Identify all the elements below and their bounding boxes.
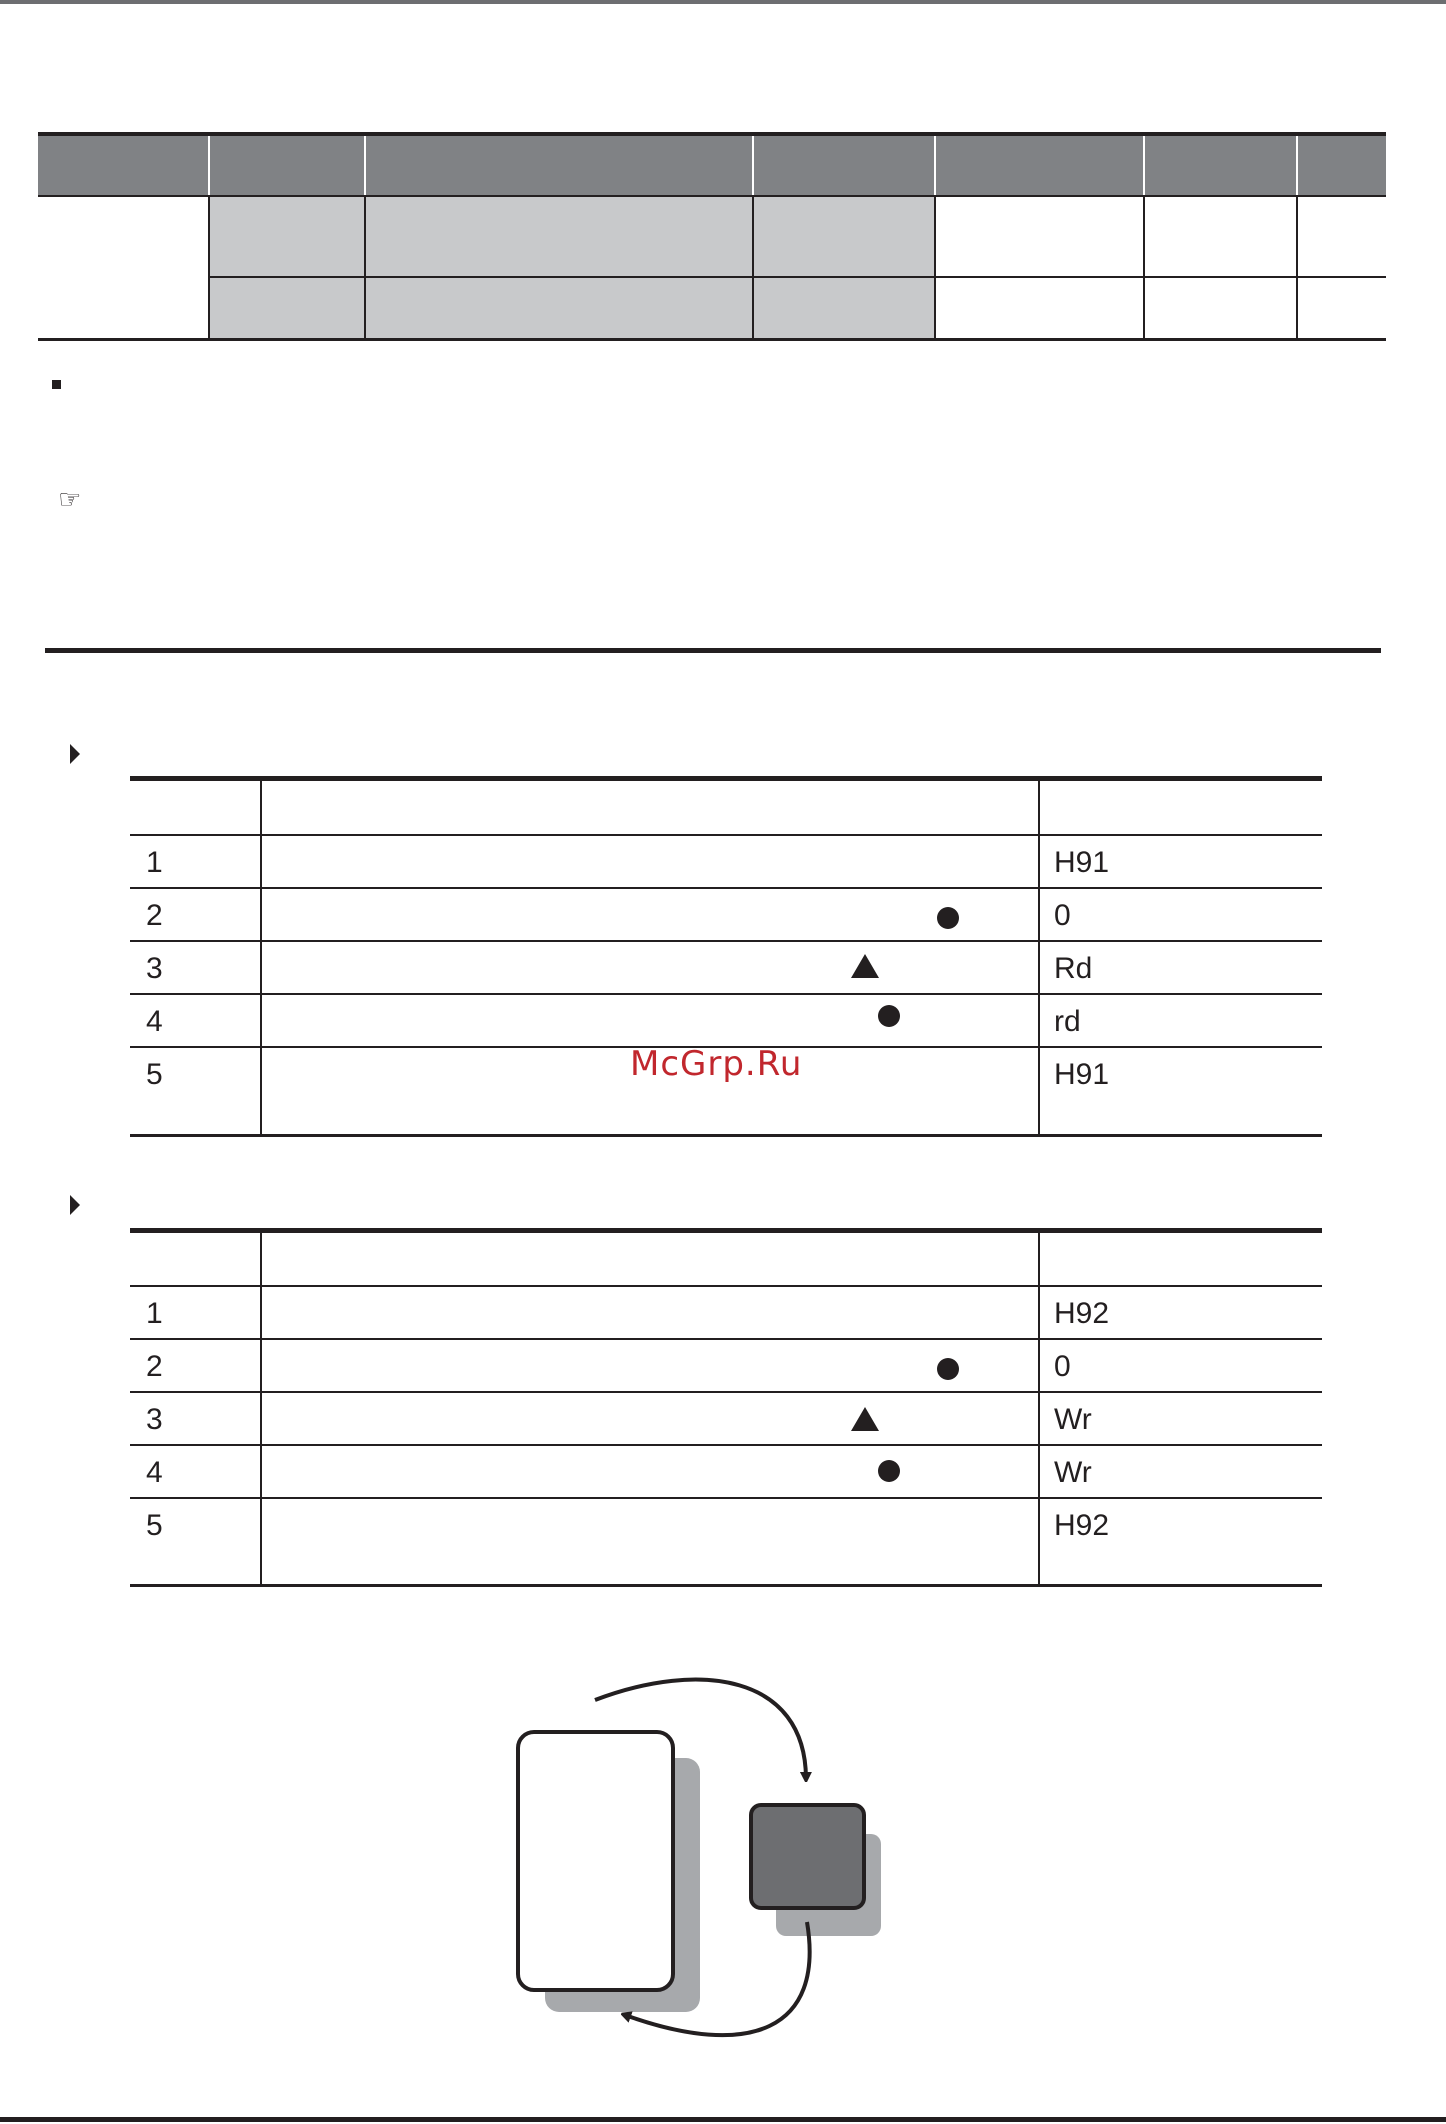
up-triangle-key-icon (851, 954, 879, 978)
step-number: 1 (146, 1297, 163, 1330)
section-marker-icon (70, 744, 80, 764)
table-divider (260, 1233, 262, 1584)
table-cell (754, 278, 934, 338)
table-divider (1038, 781, 1040, 1134)
display-value: Rd (1054, 952, 1093, 985)
display-value: H92 (1054, 1509, 1110, 1542)
header-divider (1296, 136, 1298, 196)
table-cell (366, 278, 752, 338)
table-divider (752, 196, 754, 338)
display-value: Wr (1054, 1403, 1092, 1436)
display-value: 0 (1054, 1350, 1071, 1383)
step-number: 4 (146, 1005, 163, 1038)
table-divider (1038, 1233, 1040, 1584)
display-value: H92 (1054, 1297, 1110, 1330)
table-cell (754, 196, 934, 276)
step-number: 2 (146, 899, 163, 932)
table-rule (130, 776, 1322, 781)
step-number: 5 (146, 1058, 163, 1091)
header-divider (1143, 136, 1145, 196)
header-divider (208, 136, 210, 196)
section-marker-icon (70, 1195, 80, 1215)
table-rule (130, 1134, 1322, 1137)
table-cell (210, 196, 364, 276)
table-divider (934, 196, 936, 338)
table-rule (130, 1497, 1322, 1499)
header-divider (934, 136, 936, 196)
step-number: 1 (146, 846, 163, 879)
table-rule (130, 1228, 1322, 1233)
display-value: H91 (1054, 1058, 1110, 1091)
pointing-hand-icon: ☞ (58, 484, 82, 514)
copy-diagram (500, 1660, 920, 2060)
section-rule (45, 648, 1381, 653)
table-rule (38, 195, 1386, 197)
step-number: 3 (146, 1403, 163, 1436)
step-number: 5 (146, 1509, 163, 1542)
header-divider (364, 136, 366, 196)
procedure-table-write (130, 1228, 1322, 1590)
table-rule (130, 1444, 1322, 1446)
display-value: Wr (1054, 1456, 1092, 1489)
bottom-rule (0, 2117, 1446, 2122)
keypad-module-box (751, 1805, 864, 1908)
table-rule (130, 1584, 1322, 1587)
table-rule (130, 1391, 1322, 1393)
table-divider (208, 196, 210, 338)
table-rule (130, 940, 1322, 942)
table-cell (210, 278, 364, 338)
table-divider (260, 781, 262, 1134)
step-number: 3 (146, 952, 163, 985)
parameter-table-header (38, 132, 1386, 196)
bullet-square-icon (52, 380, 61, 389)
step-number: 2 (146, 1350, 163, 1383)
display-value: H91 (1054, 846, 1110, 879)
top-rule (0, 0, 1446, 4)
table-cell (366, 196, 752, 276)
table-divider (1143, 196, 1145, 338)
circle-key-icon (878, 1460, 900, 1482)
inverter-unit-box (518, 1732, 673, 1990)
watermark: McGrp.Ru (630, 1044, 803, 1084)
table-rule (130, 1285, 1322, 1287)
display-value: 0 (1054, 899, 1071, 932)
display-value: rd (1054, 1005, 1081, 1038)
table-divider (364, 196, 366, 338)
circle-key-icon (878, 1005, 900, 1027)
table-rule (130, 993, 1322, 995)
table-rule (130, 1338, 1322, 1340)
table-rule (208, 276, 1386, 278)
table-rule (38, 338, 1386, 341)
header-divider (752, 136, 754, 196)
table-rule (130, 834, 1322, 836)
circle-key-icon (937, 1358, 959, 1380)
up-triangle-key-icon (851, 1407, 879, 1431)
table-rule (130, 887, 1322, 889)
table-divider (1296, 196, 1298, 338)
circle-key-icon (937, 907, 959, 929)
step-number: 4 (146, 1456, 163, 1489)
